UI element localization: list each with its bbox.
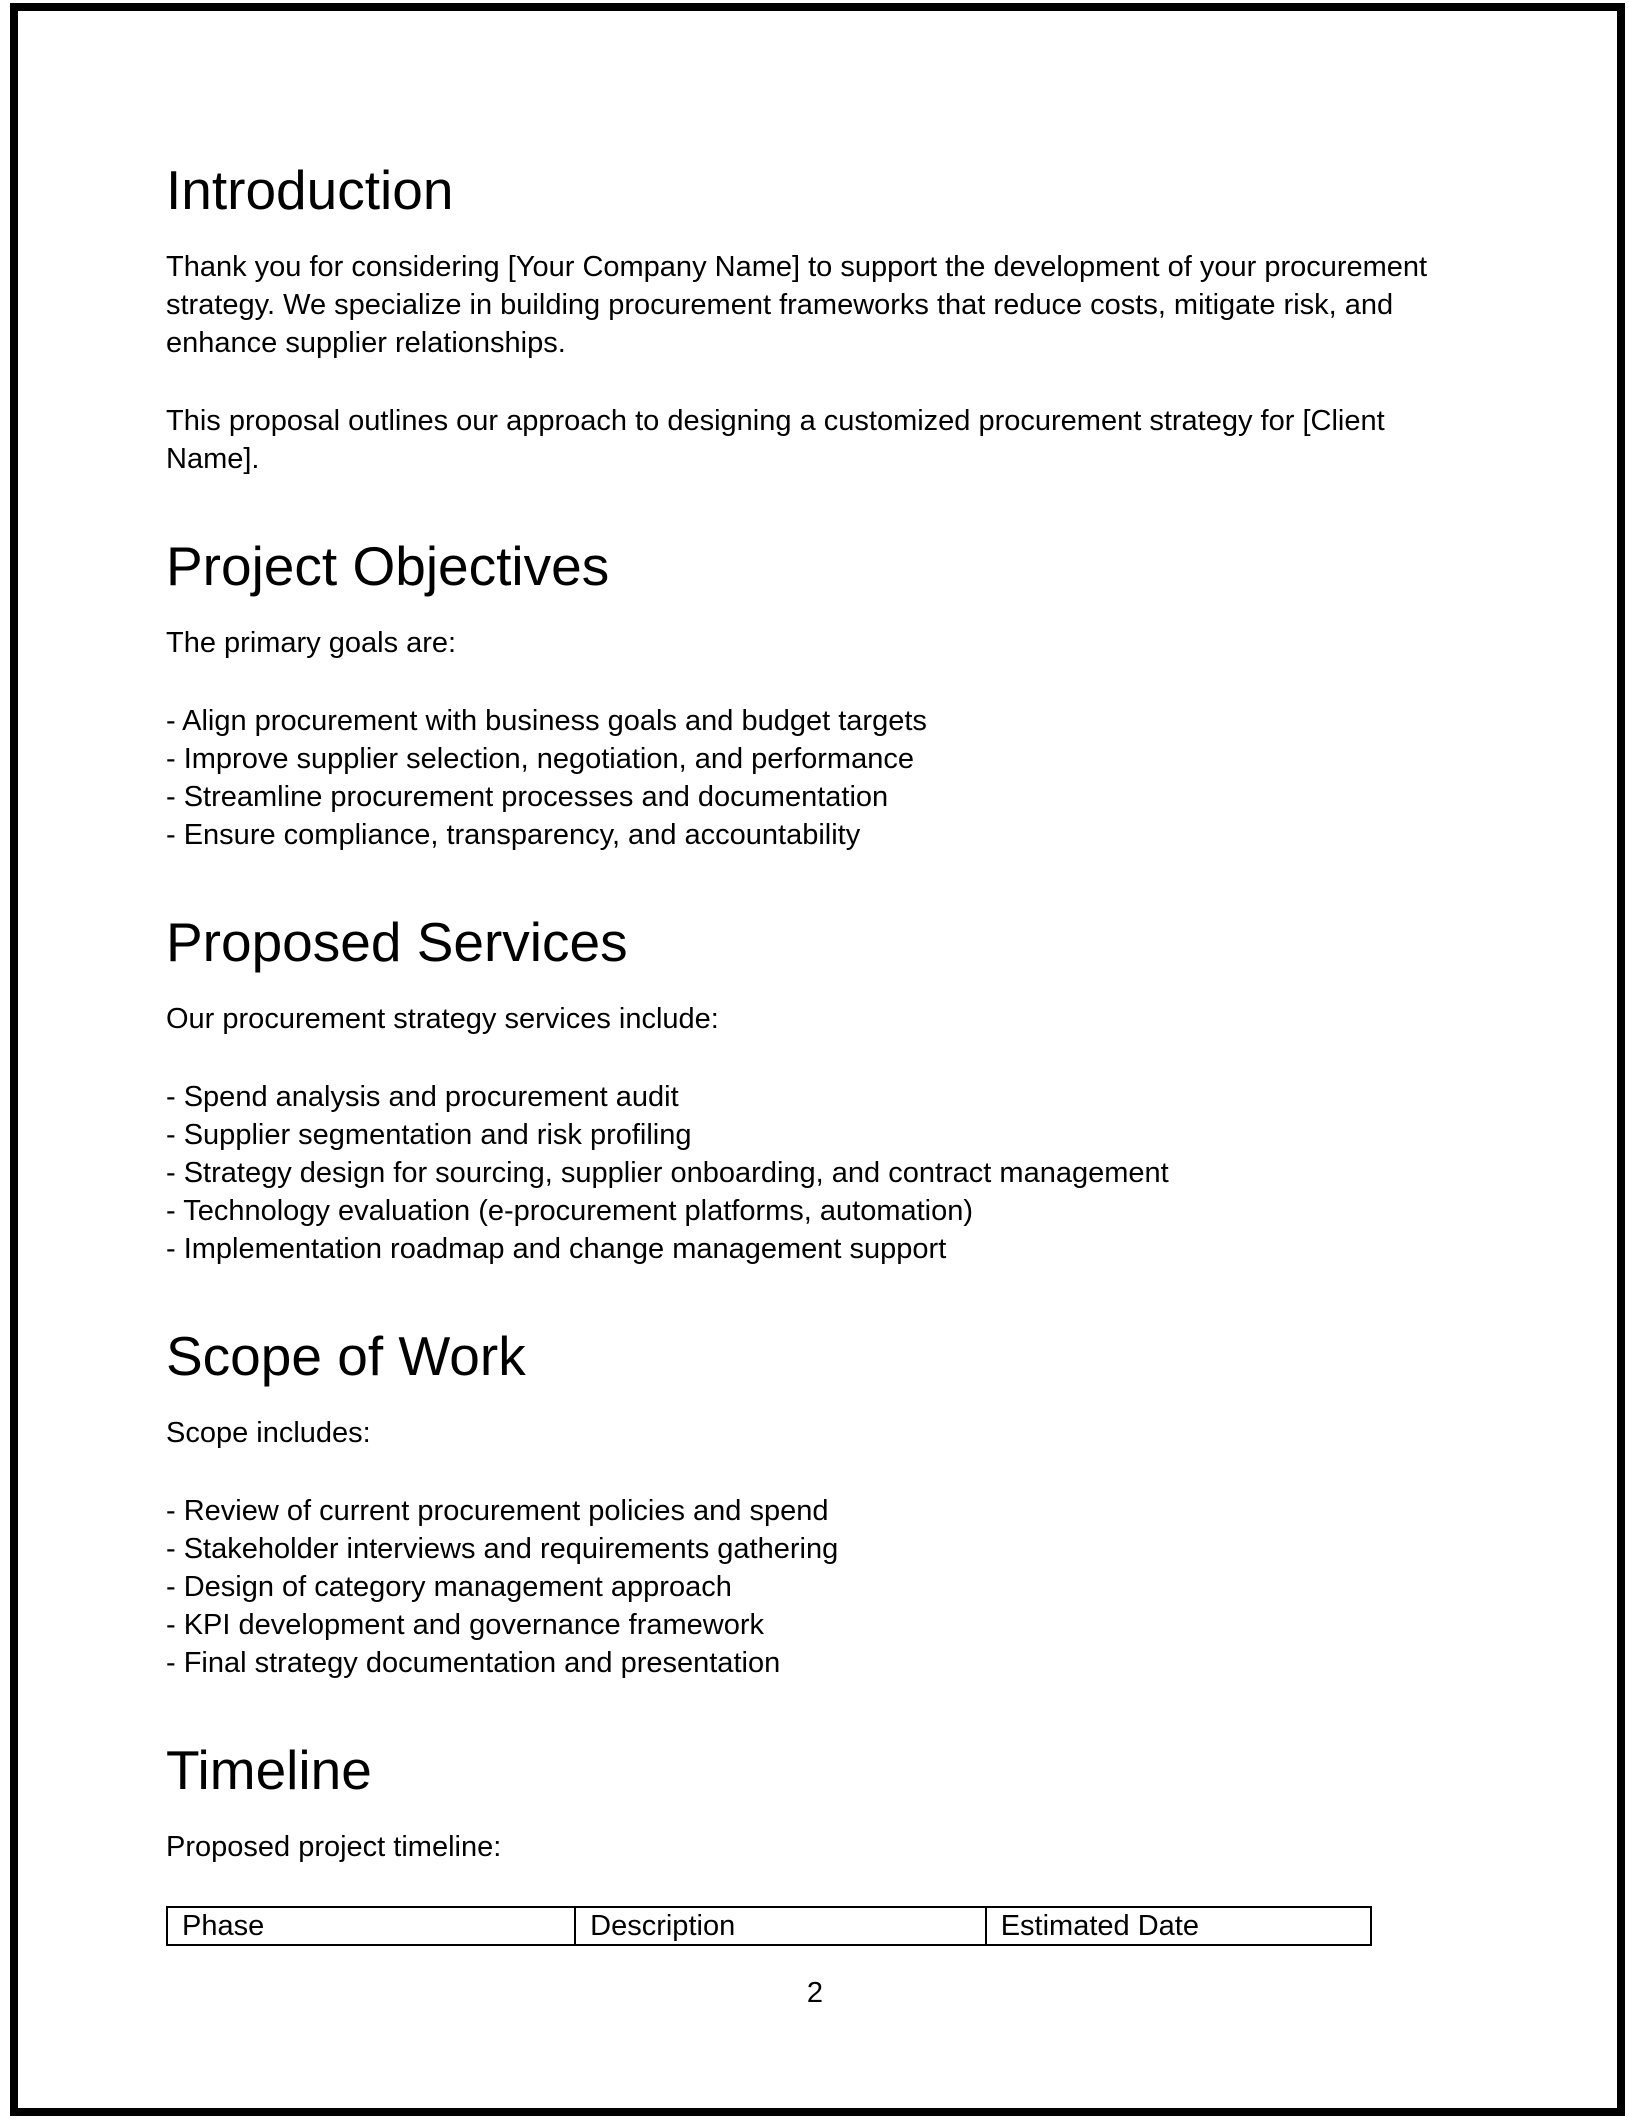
list-item: - Strategy design for sourcing, supplier onboarding, and contract management	[166, 1157, 1169, 1189]
timeline-table-header-description: Description	[575, 1907, 986, 1945]
objectives-list	[166, 702, 1464, 854]
list-item: - Streamline procurement processes and documentation	[166, 781, 889, 813]
timeline-table	[166, 1906, 1372, 1946]
list-item: - Align procurement with business goals and budget targets	[166, 705, 927, 737]
list-item: - Improve supplier selection, negotiation, and performance	[166, 743, 914, 775]
list-item: - Technology evaluation (e-procurement platforms, automation)	[166, 1195, 974, 1227]
timeline-lead: Proposed project timeline:	[166, 1831, 502, 1863]
list-item: - Implementation roadmap and change management support	[166, 1233, 947, 1265]
list-item: - Supplier segmentation and risk profiling	[166, 1119, 692, 1151]
section-heading-timeline: Timeline	[166, 1739, 372, 1801]
section-heading-proposed-services: Proposed Services	[166, 911, 628, 973]
services-lead: Our procurement strategy services include:	[166, 1003, 719, 1035]
timeline-table-header-estimated-date: Estimated Date	[986, 1907, 1371, 1945]
list-item: - Design of category management approach	[166, 1571, 732, 1603]
list-item: - Review of current procurement policies and spend	[166, 1495, 829, 1527]
document-page-content	[166, 150, 1464, 2012]
services-list	[166, 1078, 1464, 1268]
list-item: - Spend analysis and procurement audit	[166, 1081, 679, 1113]
list-item: - Final strategy documentation and presentation	[166, 1647, 781, 1679]
list-item: - KPI development and governance framework	[166, 1609, 765, 1641]
scope-lead: Scope includes:	[166, 1417, 371, 1449]
page-number: 2	[806, 1977, 824, 2009]
timeline-table-header-phase: Phase	[167, 1907, 575, 1945]
scope-list	[166, 1492, 1464, 1682]
objectives-lead: The primary goals are:	[166, 627, 457, 659]
list-item: - Ensure compliance, transparency, and accountability	[166, 819, 861, 851]
section-heading-introduction: Introduction	[166, 159, 454, 221]
intro-paragraph-1: Thank you for considering [Your Company Name] to support the development of your procurement strategy. We specialize in building procurement frameworks that reduce costs, mitigate risk, and enhance supplier relationships.	[166, 251, 1428, 359]
section-heading-project-objectives: Project Objectives	[166, 535, 610, 597]
timeline-table-header-row	[167, 1907, 1371, 1945]
section-heading-scope-of-work: Scope of Work	[166, 1325, 526, 1387]
list-item: - Stakeholder interviews and requirements gathering	[166, 1533, 839, 1565]
intro-paragraph-2: This proposal outlines our approach to designing a customized procurement strategy for [Client Name].	[166, 405, 1385, 475]
